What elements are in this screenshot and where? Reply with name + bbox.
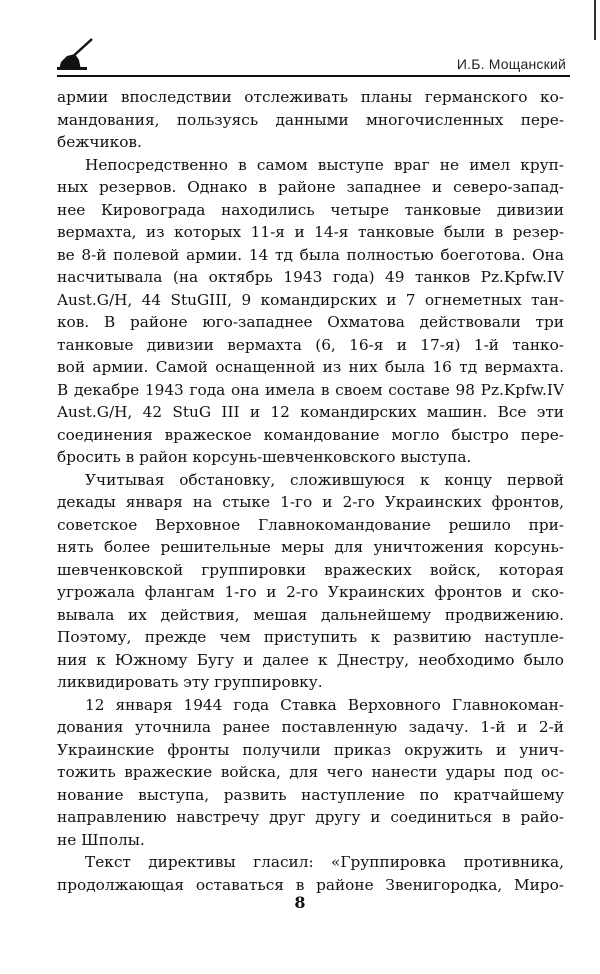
text-line: Поэтому, прежде чем приступить к развитию наступле- <box>57 628 564 646</box>
text-line: ния к Южному Бугу и далее к Днестру, необходимо было <box>57 650 564 669</box>
paragraph <box>57 154 564 469</box>
text-line: декады января на стыке 1-го и 2-го Украинских фронтов, <box>57 493 564 511</box>
text-line: шевченковской группировки вражеских войск, которая <box>57 560 564 579</box>
text-line: мандования, пользуясь данными многочисленных пере- <box>57 110 564 129</box>
text-line: ликвидировать эту группировку. <box>57 673 323 691</box>
text-line: угрожала флангам 1-го и 2-го Украинских фронтов и ско- <box>57 583 564 601</box>
text-line: танковые дивизии вермахта (6, 16-я и 17-я) 1-й танко- <box>57 335 564 354</box>
text-line: нять более решительные меры для уничтожения корсунь- <box>57 538 564 556</box>
text-line: бежчиков. <box>57 133 142 151</box>
text-line: Непосредственно в самом выступе враг не имел круп- <box>85 155 564 174</box>
text-line: насчитывала (на октябрь 1943 года) 49 танков Pz.Kpfw.IV <box>57 268 564 286</box>
paragraph <box>57 694 564 852</box>
text-line: нование выступа, развить наступление по кратчайшему <box>57 785 564 804</box>
paragraph <box>57 469 564 694</box>
text-line: Текст директивы гласил: «Группировка противника, <box>85 853 564 871</box>
paragraph <box>57 86 564 154</box>
text-line: вермахта, из которых 11-я и 14-я танковые были в резер- <box>57 223 564 241</box>
text-line: ков. В районе юго-западнее Охматова действовали три <box>57 313 564 331</box>
text-line: бросить в район корсунь-шевченковского выступа. <box>57 448 472 466</box>
text-line: направлению навстречу друг другу и соединиться в райо- <box>57 808 564 826</box>
text-line: не Шполы. <box>57 830 145 849</box>
text-line: Украинские фронты получили приказ окружить и унич- <box>57 740 564 759</box>
text-line: тожить вражеские войска, для чего нанести удары под ос- <box>57 763 564 781</box>
body-text <box>57 86 564 896</box>
text-line: советское Верховное Главнокомандование решило при- <box>57 515 564 534</box>
text-line: В декабре 1943 года она имела в своем составе 98 Pz.Kpfw.IV <box>57 380 564 399</box>
text-line: ве 8-й полевой армии. 14 тд была полностью боеготова. Она <box>57 245 564 264</box>
text-line: Aust.G/H, 44 StuGIII, 9 командирских и 7 огнеметных тан- <box>57 290 564 309</box>
text-line: Учитывая обстановку, сложившуюся к концу первой <box>85 470 564 489</box>
running-header-author: И.Б. Мощанский <box>456 56 566 72</box>
text-line: 12 января 1944 года Ставка Верховного Главнокоман- <box>85 695 564 714</box>
text-line: продолжающая оставаться в районе Звенигородка, Миро- <box>57 875 564 894</box>
text-line: армии впоследствии отслеживать планы германского ко- <box>57 88 564 106</box>
paragraph <box>57 851 564 896</box>
text-line: вывала их действия, мешая дальнейшему продвижению. <box>57 605 564 624</box>
scan-edge-mark <box>594 0 596 40</box>
text-line: Aust.G/H, 42 StuG III и 12 командирских машин. Все эти <box>57 403 564 421</box>
text-line: дования уточнила ранее поставленную задачу. 1-й и 2-й <box>57 718 564 736</box>
artillery-gun-icon <box>55 36 95 72</box>
text-line: вой армии. Самой оснащенной из них была 16 тд вермахта. <box>57 358 564 376</box>
text-line: ных резервов. Однако в районе западнее и северо-запад- <box>57 178 564 196</box>
page-number: 8 <box>294 893 306 912</box>
header-rule <box>57 75 570 77</box>
text-line: нее Кировограда находились четыре танковые дивизии <box>57 200 564 219</box>
text-line: соединения вражеское командование могло быстро пере- <box>57 425 564 444</box>
